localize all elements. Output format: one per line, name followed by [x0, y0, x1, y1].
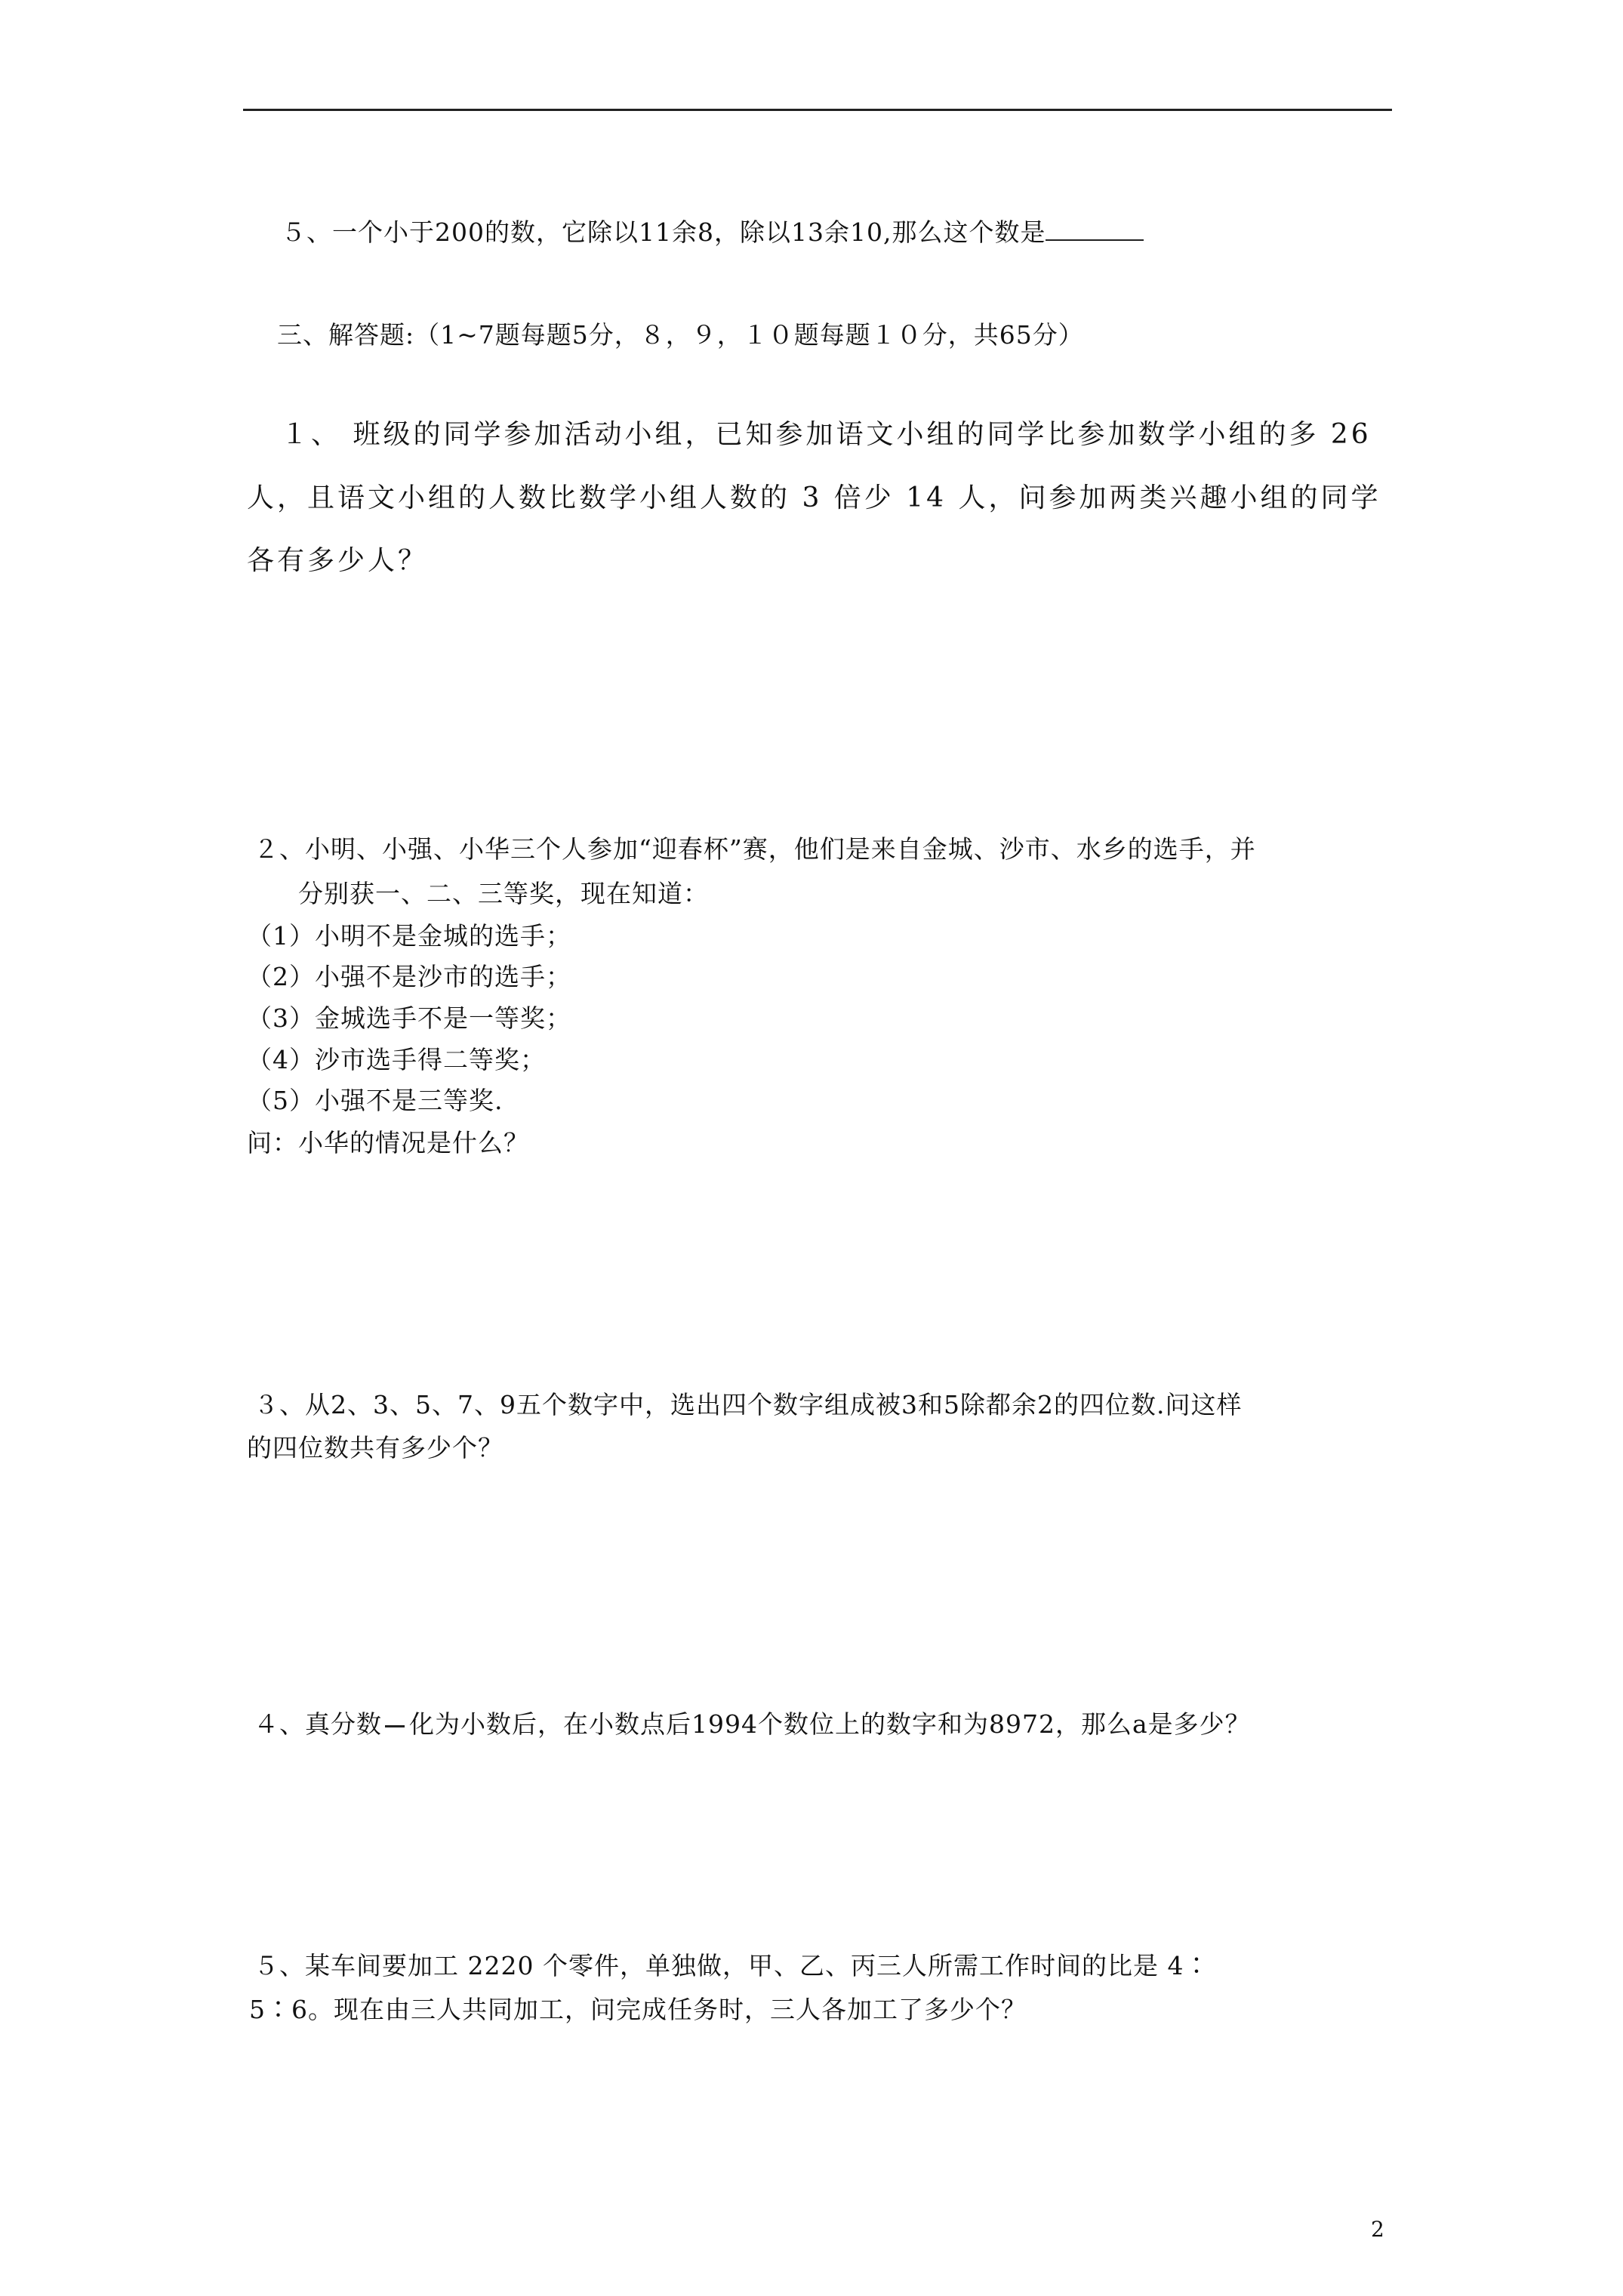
problem-2-condition-3: （3）金城选手不是一等奖； [247, 1003, 571, 1033]
problem-5-line-1: ５、某车间要加工 2220 个零件，单独做，甲、乙、丙三人所需工作时间的比是 4∶ [254, 1951, 1210, 1980]
problem-5-line-2: 5∶6。现在由三人共同加工，问完成任务时，三人各加工了多少个？ [249, 1995, 1027, 2024]
problem-4-text-before: ４、真分数 [254, 1709, 382, 1739]
section-heading: 三、解答题:（1~7题每题5分，８，９，１０题每题１０分，共65分） [277, 320, 1084, 350]
answer-blank [1046, 217, 1144, 241]
problem-4 [254, 1709, 1251, 1740]
problem-4-text-after: 化为小数后，在小数点后1994个数位上的数字和为8972，那么a是多少？ [409, 1709, 1251, 1739]
problem-1-line-3: 各有多少人？ [247, 545, 429, 576]
problem-2-condition-4: （4）沙市选手得二等奖； [247, 1045, 546, 1074]
problem-3-line-1: ３、从2、3、5、7、9五个数字中，选出四个数字组成被3和5除都余2的四位数.问这样 [254, 1390, 1243, 1419]
problem-3-line-2: 的四位数共有多少个？ [247, 1433, 504, 1462]
problem-1-line-2: 人，且语文小组的人数比数学小组人数的 3 倍少 14 人，问参加两类兴趣小组的同学 [247, 482, 1381, 513]
problem-2-condition-2: （2）小强不是沙市的选手； [247, 962, 571, 991]
problem-2-line-2: 分别获一、二、三等奖，现在知道： [298, 879, 709, 908]
problem-1-line-1: １、 班级的同学参加活动小组，已知参加语文小组的同学比参加数学小组的多 26 [281, 419, 1372, 450]
fraction-bar [385, 1725, 405, 1727]
problem-2-question: 问：小华的情况是什么？ [247, 1128, 529, 1157]
problem-2-line-1: ２、小明、小强、小华三个人参加“迎春杯”赛，他们是来自金城、沙市、水乡的选手，并 [254, 834, 1256, 864]
header-rule [243, 109, 1392, 111]
fill-in-question-5-text: ５、一个小于200的数，它除以11余8，除以13余10,那么这个数是 [281, 217, 1046, 247]
problem-2-condition-5: （5）小强不是三等奖. [247, 1086, 504, 1115]
problem-2-condition-1: （1）小明不是金城的选手； [247, 921, 571, 951]
page-number: 2 [1371, 2217, 1384, 2242]
fill-in-question-5 [281, 217, 1144, 248]
